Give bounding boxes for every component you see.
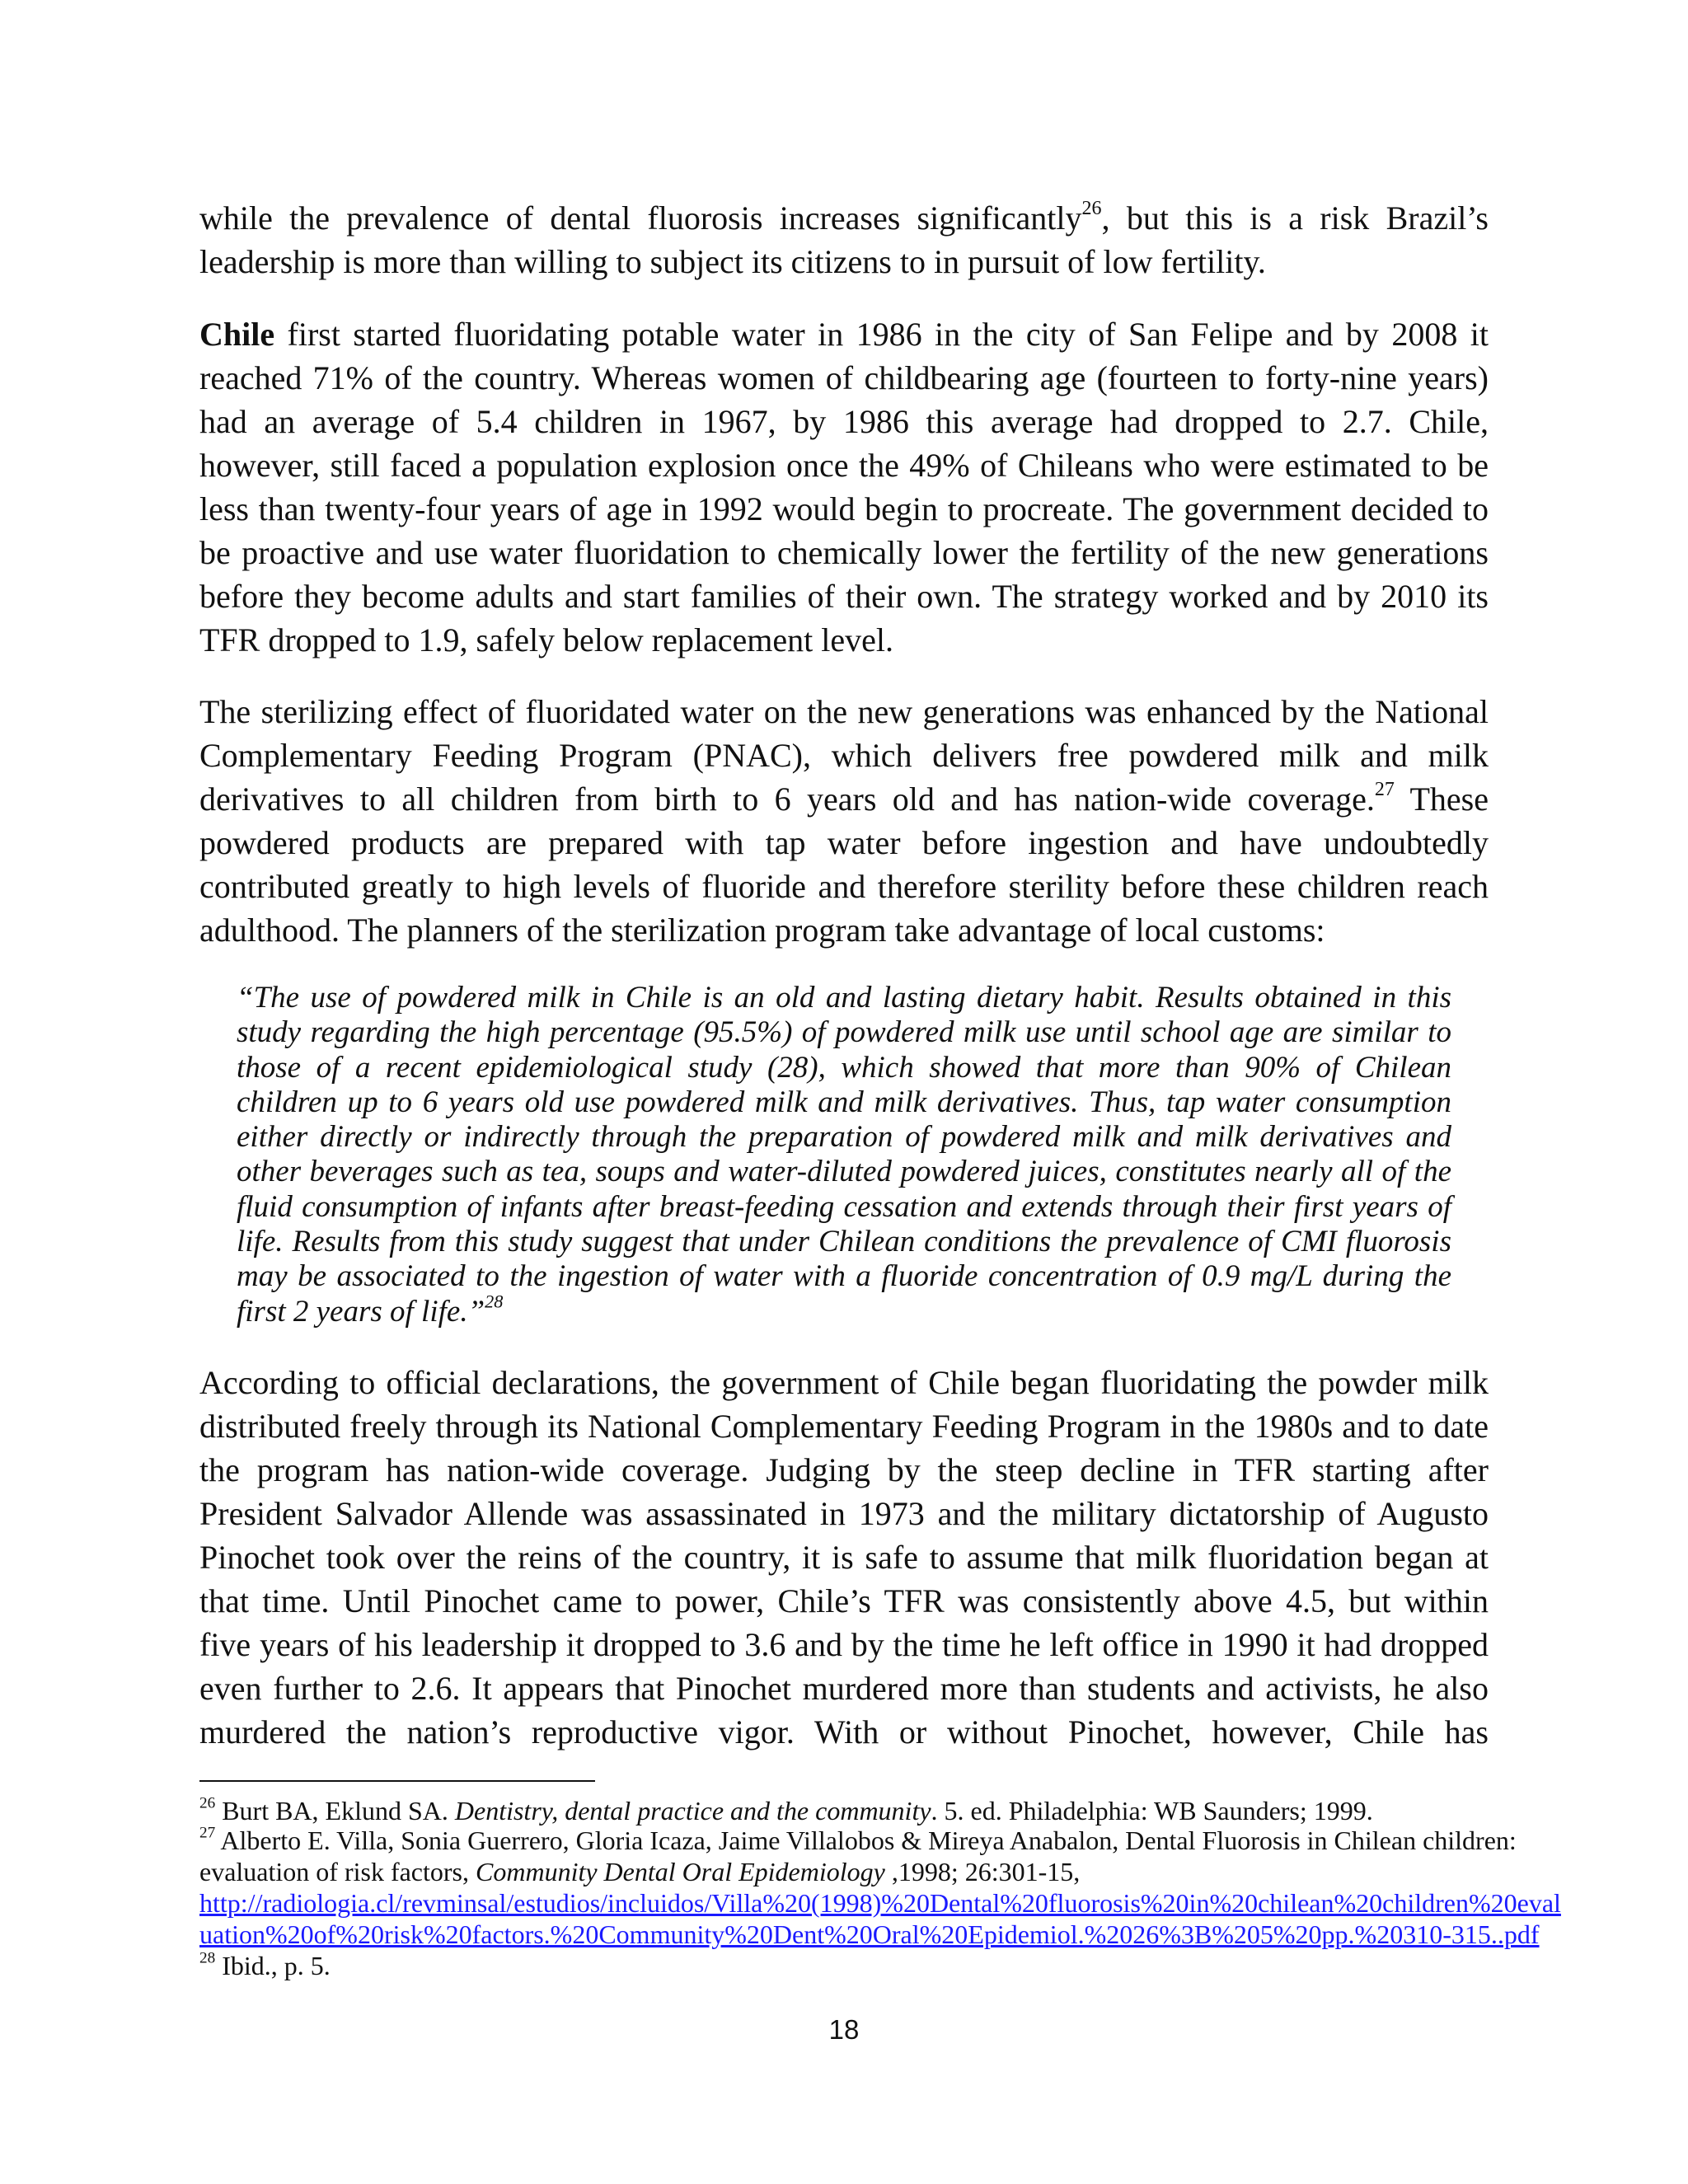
text-span: , but this is a risk Brazil’s: [1101, 199, 1489, 237]
quote-line: [237, 1291, 1451, 1329]
paragraph-chile: [199, 312, 1489, 662]
text-span: first started fluoridating potable water in 1986 in the city of San Felipe and by 2008 it: [274, 316, 1489, 353]
paragraph-line: before they become adults and start families of their own. The strategy worked and by 2010 its: [199, 578, 1489, 615]
text-span: first 2 years of life.”: [237, 1294, 485, 1329]
page-number: 18: [828, 2014, 860, 2045]
paragraph-pinochet: [199, 1361, 1489, 1754]
paragraph-brazil: [199, 196, 1489, 284]
italic-title: Dentistry, dental practice and the community: [454, 1796, 931, 1825]
bold-term: Chile: [199, 316, 275, 353]
paragraph-line: distributed freely through its National Complementary Feeding Program in the 1980s and to date: [199, 1408, 1489, 1445]
quote-line: “The use of powdered milk in Chile is an old and lasting dietary habit. Results obtained in this: [237, 981, 1451, 1015]
footnote-line: [199, 1794, 1489, 1825]
footnote-ref: 27: [199, 1824, 216, 1842]
paragraph-line: The sterilizing effect of fluoridated water on the new generations was enhanced by the National: [199, 693, 1489, 730]
paragraph-line: the program has nation-wide coverage. Judging by the steep decline in TFR starting after: [199, 1451, 1489, 1488]
paragraph-line: adulthood. The planners of the sterilization program take advantage of local customs:: [199, 912, 1325, 949]
footnote-ref: 26: [199, 1794, 216, 1812]
paragraph-line: [199, 312, 1489, 356]
footnote-line: [199, 1824, 1517, 1856]
italic-title: Community Dental Oral Epidemiology: [476, 1857, 885, 1886]
text-span: Burt BA, Eklund SA.: [215, 1796, 455, 1825]
paragraph-line: even further to 2.6. It appears that Pinochet murdered more than students and activists, he also: [199, 1670, 1489, 1707]
paragraph-line: had an average of 5.4 children in 1967, by 1986 this average had dropped to 2.7. Chile,: [199, 403, 1489, 440]
footnote-line: [199, 1950, 1489, 1981]
paragraph-line: According to official declarations, the government of Chile began fluoridating the powder milk: [199, 1364, 1489, 1401]
paragraph-line: powdered products are prepared with tap water before ingestion and have undoubtedly: [199, 824, 1489, 861]
block-quote: [237, 981, 1451, 1329]
quote-line: study regarding the high percentage (95.5%) of powdered milk use until school age are similar to: [237, 1015, 1451, 1050]
footnote-line: [199, 1887, 1561, 1919]
text-span: ,1998; 26:301-15,: [884, 1857, 1081, 1886]
paragraph-line: Complementary Feeding Program (PNAC), which delivers free powdered milk and milk: [199, 737, 1489, 774]
paragraph-line: less than twenty-four years of age in 1992 would begin to procreate. The government decided to: [199, 490, 1489, 527]
quote-line: those of a recent epidemiological study (28), which showed that more than 90% of Chilean: [237, 1050, 1451, 1085]
text-span: evaluation of risk factors,: [199, 1857, 476, 1886]
footnote-ref: 27: [1374, 779, 1395, 800]
paragraph-line: leadership is more than willing to subject its citizens to in pursuit of low fertility.: [199, 243, 1266, 280]
quote-line: either directly or indirectly through the preparation of powdered milk and milk derivatives and: [237, 1120, 1451, 1155]
paragraph-line: however, still faced a population explosion once the 49% of Chileans who were estimated to be: [199, 447, 1489, 484]
paragraph-line: TFR dropped to 1.9, safely below replacement level.: [199, 621, 893, 658]
footnote-line: [199, 1919, 1540, 1950]
paragraph-line: that time. Until Pinochet came to power, Chile’s TFR was consistently above 4.5, but within: [199, 1582, 1489, 1619]
paragraph-line: five years of his leadership it dropped to 3.6 and by the time he left office in 1990 it had dropped: [199, 1626, 1489, 1663]
paragraph-line: [199, 196, 1489, 240]
footnote-ref: 28: [485, 1291, 504, 1312]
quote-line: life. Results from this study suggest that under Chilean conditions the prevalence of CMI fluorosis: [237, 1225, 1451, 1259]
paragraph-line: [199, 777, 1489, 821]
paragraph-line: President Salvador Allende was assassinated in 1973 and the military dictatorship of Augusto: [199, 1495, 1489, 1532]
text-span: Alberto E. Villa, Sonia Guerrero, Gloria Icaza, Jaime Villalobos & Mireya Anabalon, Dental Fluorosis in Chilean children:: [215, 1825, 1517, 1855]
footnote-separator: [199, 1780, 595, 1782]
quote-line: may be associated to the ingestion of water with a fluoride concentration of 0.9 mg/L during the: [237, 1259, 1451, 1294]
paragraph-line: murdered the nation’s reproductive vigor. With or without Pinochet, however, Chile has: [199, 1713, 1489, 1750]
text-span: Ibid., p. 5.: [215, 1951, 331, 1980]
paragraph-line: be proactive and use water fluoridation to chemically lower the fertility of the new generations: [199, 534, 1489, 571]
footnote-ref: 28: [199, 1949, 216, 1967]
footnote-line: [199, 1856, 1489, 1887]
footnotes: [199, 1794, 1561, 1981]
quote-line: fluid consumption of infants after breast-feeding cessation and extends through their first years of: [237, 1189, 1451, 1224]
text-span: These: [1394, 780, 1489, 818]
paragraph-pnac: [199, 690, 1489, 952]
footnote-ref: 26: [1081, 198, 1102, 219]
quote-line: children up to 6 years old use powdered milk and milk derivatives. Thus, tap water consumption: [237, 1085, 1451, 1119]
reference-link[interactable]: http://radiologia.cl/revminsal/estudios/incluidos/Villa%20(1998)%20Dental%20fluorosis%20in%20chilean%20children%20eval: [199, 1888, 1561, 1918]
text-span: while the prevalence of dental fluorosis increases significantly: [199, 199, 1082, 237]
text-span: derivatives to all children from birth to 6 years old and has nation-wide coverage.: [199, 780, 1375, 818]
text-span: . 5. ed. Philadelphia: WB Saunders; 1999.: [931, 1796, 1373, 1825]
quote-line: other beverages such as tea, soups and water-diluted powdered juices, constitutes nearly all of the: [237, 1155, 1451, 1189]
paragraph-line: contributed greatly to high levels of fluoride and therefore sterility before these children reach: [199, 868, 1489, 905]
paragraph-line: Pinochet took over the reins of the country, it is safe to assume that milk fluoridation began at: [199, 1539, 1489, 1576]
reference-link[interactable]: uation%20of%20risk%20factors.%20Community%20Dent%20Oral%20Epidemiol.%2026%3B%205%20pp.%20310-315..pdf: [199, 1919, 1540, 1949]
paragraph-line: reached 71% of the country. Whereas women of childbearing age (fourteen to forty-nine years): [199, 359, 1489, 396]
